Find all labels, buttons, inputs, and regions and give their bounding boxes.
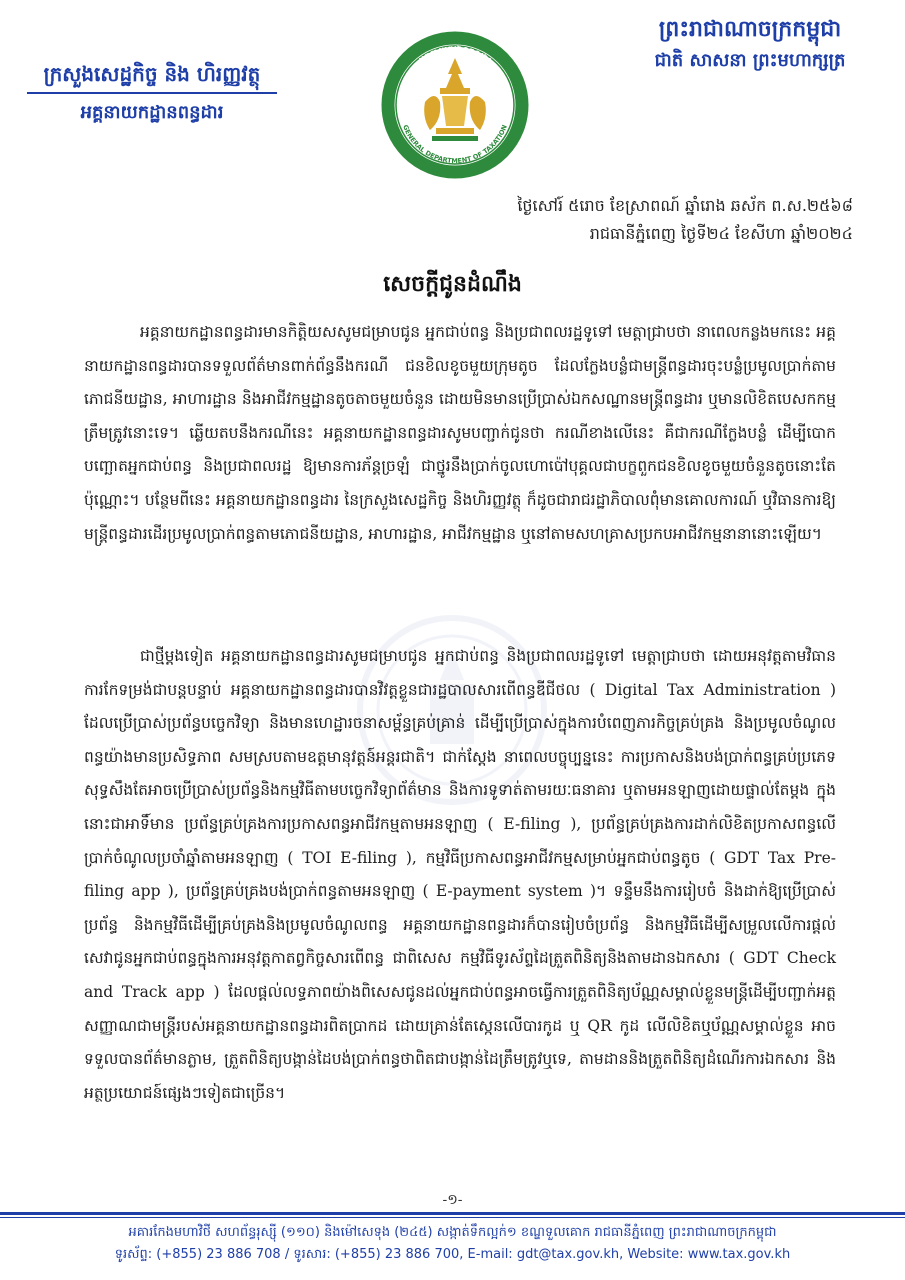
page-number: -១- — [442, 1192, 463, 1208]
solar-date: រាជធានីភ្នំពេញ ថ្ងៃទី២៤ ខែសីហា ឆ្នាំ២០២៤ — [589, 224, 853, 243]
footer — [0, 1222, 905, 1266]
footer-contact: ទូរស័ព្ទ: (+855) 23 886 708 / ទូរសារ: (+855) 23 886 700, E-mail: gdt@tax.gov.kh, Website: www.tax.gov.kh — [114, 1247, 791, 1262]
department-name: អគ្គនាយកដ្ឋានពន្ធដារ — [80, 102, 224, 123]
body-paragraph-2: ជាថ្មីម្ដងទៀត អគ្គនាយកដ្ឋានពន្ធដារសូមជម្រាបជូន អ្នកជាប់ពន្ធ និងប្រជាពលរដ្ឋទូទៅ មេត្តាជ្រាបថា ដោយអនុវត្តតាមវិធានការកែទម្រង់ជាបន្តបន្ទាប់ អគ្គនាយកដ្ឋានពន្ធដារបានវិវត្តខ្លួនជារដ្ឋបាលសារពើពន្ធឌីជីថល ( Digital Tax Administration ) ដែលប្រើប្រាស់ប្រព័ន្ធបច្ចេកវិទ្យា និងមានហេដ្ឋារចនាសម្ព័ន្ធគ្រប់គ្រាន់ ដើម្បីប្រើប្រាស់ក្នុងការបំពេញភារកិច្ចគ្រប់គ្រង និងប្រមូលចំណូលពន្ធយ៉ាងមានប្រសិទ្ធភាព សមស្របតាមឧត្តមានុវត្តន៍អន្តរជាតិ។ ជាក់ស្ដែង នាពេលបច្ចុប្បន្ននេះ ការប្រកាសនិងបង់ប្រាក់ពន្ធគ្រប់ប្រភេទ សុទ្ធសឹងតែអាចប្រើប្រាស់ប្រព័ន្ធនិងកម្មវិធីតាមបច្ចេកវិទ្យាព័ត៌មាន និងការទូទាត់តាមរយៈធនាគារ ឬតាមអនឡាញដោយផ្ទាល់តែម្ដង ក្នុងនោះជាអាទិ៍មាន ប្រព័ន្ធគ្រប់គ្រងការប្រកាសពន្ធអាជីវកម្មតាមអនឡាញ ( E-filing ), ប្រព័ន្ធគ្រប់គ្រងការដាក់លិខិតប្រកាសពន្ធលើប្រាក់ចំណូលប្រចាំឆ្នាំតាមអនឡាញ ( TOI E-filing ), កម្មវិធីប្រកាសពន្ធអាជីវកម្មសម្រាប់អ្នកជាប់ពន្ធតូច ( GDT Tax Pre-filing app ), ប្រព័ន្ធគ្រប់គ្រងបង់ប្រាក់ពន្ធតាមអនឡាញ ( E-payment system )។ ទន្ទឹមនឹងការរៀបចំ និងដាក់ឱ្យប្រើប្រាស់ប្រព័ន្ធ និងកម្មវិធីដើម្បីគ្រប់គ្រងនិងប្រមូលចំណូលពន្ធ អគ្គនាយកដ្ឋានពន្ធដារក៏បានរៀបចំប្រព័ន្ធ និងកម្មវិធីដើម្បីសម្រួលលើការផ្ដល់សេវាជូនអ្នកជាប់ពន្ធក្នុងការអនុវត្តកាតព្វកិច្ចសារពើពន្ធ ជាពិសេស កម្មវិធីទូរស័ព្ទដៃត្រួតពិនិត្យនិងតាមដានឯកសារ ( GDT Check and Track app ) ដែលផ្ដល់លទ្ធភាពយ៉ាងពិសេសជូនដល់អ្នកជាប់ពន្ធអាចធ្វើការត្រួតពិនិត្យប័ណ្ណសម្គាល់ខ្លួនមន្ត្រីដើម្បីបញ្ជាក់អត្តសញ្ញាណជាមន្ត្រីរបស់អគ្គនាយកដ្ឋានពន្ធដារពិតប្រាកដ ដោយគ្រាន់តែស្កេនលើបារកូដ ឬ QR កូដ លើលិខិតឬប័ណ្ណសម្គាល់ខ្លួន អាចទទួលបានព័ត៌មានភ្លាម, ត្រួតពិនិត្យបង្កាន់ដៃបង់ប្រាក់ពន្ធថាពិតជាបង្កាន់ដៃត្រឹមត្រូវឬទេ, តាមដាននិងត្រួតពិនិត្យដំណើរការឯកសារ និងអត្ថប្រយោជន៍ផ្សេងៗទៀតជាច្រើន។ — [84, 647, 836, 1102]
footer-divider — [0, 1212, 905, 1215]
ministry-name: ក្រសួងសេដ្ឋកិច្ច និង ហិរញ្ញវត្ថុ — [43, 62, 261, 86]
footer-address: អគារកែងមហាវិថី សហព័ន្ធរុស្ស៊ី (១១០) និងម៉ៅសេទុង (២៤៥) សង្កាត់ទឹកល្អក់១ ខណ្ឌទួលគោក រាជធានីភ្នំពេញ ព្រះរាជាណាចក្រកម្ពុជា — [128, 1225, 777, 1240]
seal-top-text: អគ្គនាយកដ្ឋានពន្ធដារ — [417, 44, 493, 67]
national-motto: ជាតិ សាសនា ព្រះមហាក្សត្រ — [654, 50, 846, 71]
document-title: សេចក្ដីជូនដំណឹង — [383, 271, 522, 297]
footer-divider-thin — [0, 1217, 905, 1218]
ministry-header — [22, 60, 282, 126]
lunar-date: ថ្ងៃសៅរ៍ ៥រោច ខែស្រាពណ៍ ឆ្នាំរោង ឆស័ក ព.ស.២៥៦៨ — [517, 196, 853, 215]
date-block — [413, 192, 853, 248]
gdt-seal-logo — [380, 30, 530, 180]
header-divider — [27, 92, 277, 94]
body-paragraph-1: អគ្គនាយកដ្ឋានពន្ធដារមានកិត្តិយសសូមជម្រាបជូន អ្នកជាប់ពន្ធ និងប្រជាពលរដ្ឋទូទៅ មេត្តាជ្រាបថា នាពេលកន្លងមកនេះ អគ្គនាយកដ្ឋានពន្ធដារបានទទួលព័ត៌មានពាក់ព័ន្ធនឹងករណី ជនខិលខូចមួយក្រុមតូច ដែលក្លែងបន្លំជាមន្ត្រីពន្ធដារចុះបន្លំប្រមូលប្រាក់តាម ភោជនីយដ្ឋាន, អាហារដ្ឋាន និងអាជីវកម្មដ្ឋានតូចតាចមួយចំនួន ដោយមិនមានប្រើប្រាស់ឯកសណ្ឋានមន្ត្រីពន្ធដារ ឬមានលិខិតបេសកកម្មត្រឹមត្រូវនោះទេ។ ឆ្លើយតបនឹងករណីនេះ អគ្គនាយកដ្ឋានពន្ធដារសូមបញ្ជាក់ជូនថា ករណីខាងលើនេះ គឺជាករណីក្លែងបន្លំ ដើម្បីបោកបញ្ឆោតអ្នកជាប់ពន្ធ និងប្រជាពលរដ្ឋ ឱ្យមានការភ័ន្តច្រឡំ ជាថ្នូរនឹងប្រាក់ចូលហោប៉ៅបុគ្គលជាបក្ខពួកជនខិលខូចមួយចំនួនតូចនោះតែប៉ុណ្ណោះ។ បន្ថែមពីនេះ អគ្គនាយកដ្ឋានពន្ធដារ នៃក្រសួងសេដ្ឋកិច្ច និងហិរញ្ញវត្ថុ ក៏ដូចជារាជរដ្ឋាភិបាលពុំមានគោលការណ៍ ឬវិធានការឱ្យមន្ត្រីពន្ធដារដើរប្រមូលប្រាក់ពន្ធតាមភោជនីយដ្ឋាន, អាហារដ្ឋាន, អាជីវកម្មដ្ឋាន ឬនៅតាមសហគ្រាសប្រកបអាជីវកម្មនានានោះឡើយ។ — [84, 323, 836, 543]
kingdom-header — [615, 14, 885, 74]
seal-bottom-text: GENERAL DEPARTMENT OF TAXATION — [401, 123, 509, 166]
kingdom-name: ព្រះរាជាណាចក្រកម្ពុជា — [658, 16, 842, 42]
